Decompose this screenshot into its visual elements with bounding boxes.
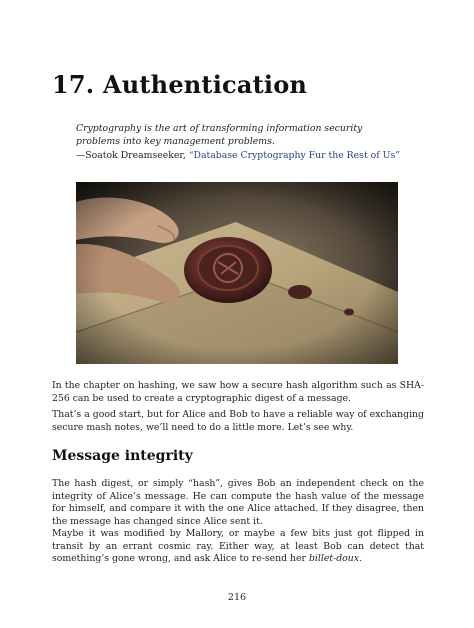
wax-seal-photo	[76, 182, 398, 364]
paragraph-mallory	[52, 528, 424, 566]
epigraph-source-link[interactable]: “Database Cryptography Fur the Rest of Us”	[188, 150, 400, 161]
epigraph-author: —Soatok Dreamseeker,	[76, 150, 189, 161]
paragraph-mallory-emphasis: billet-doux	[308, 553, 359, 564]
section-heading: Message integrity	[52, 448, 193, 464]
wax-seal-image	[76, 182, 398, 364]
page-number: 216	[227, 592, 247, 603]
paragraph-mallory-text: Maybe it was modified by Mallory, or maybe a few bits just got flipped in transit by an errant cosmic ray. Either way, at least Bob can detect that something’s gone wrong, and ask Alice to re-send her	[52, 528, 424, 564]
paragraph-need-more: That’s a good start, but for Alice and Bob to have a reliable way of exchanging secure mash notes, we’ll need to do a little more. Let’s see why.	[52, 409, 424, 433]
epigraph-quote: Cryptography is the art of transforming information security problems into key management problems.	[76, 123, 363, 147]
chapter-title: 17. Authentication	[52, 70, 308, 99]
epigraph	[76, 123, 400, 163]
paragraph-hashing-intro: In the chapter on hashing, we saw how a secure hash algorithm such as SHA-256 can be used to create a cryptographic digest of a message.	[52, 380, 424, 404]
epigraph-attribution	[76, 150, 400, 163]
paragraph-mallory-end: .	[358, 553, 362, 564]
paragraph-hash-digest: The hash digest, or simply “hash”, gives Bob an independent check on the integrity of Alice’s message. He can compute the hash value of the message for himself, and compare it with the one Alice attached. If they disagree, then the message has changed since Alice sent it.	[52, 478, 424, 527]
